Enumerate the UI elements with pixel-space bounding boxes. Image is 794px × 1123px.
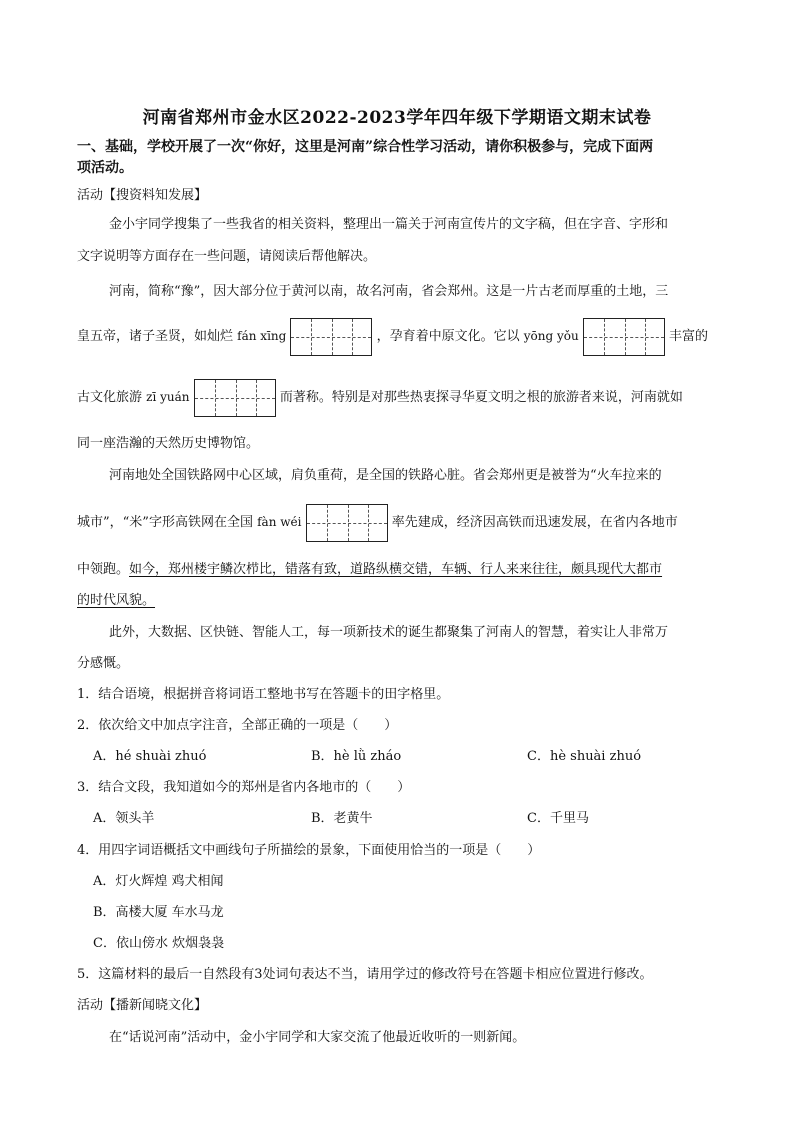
- p2-text-e: 而著称。特别是对那些热衷探寻华夏文明之根的旅游者来说，河南就如: [279, 390, 683, 405]
- pinyin-ziyuan: zī yuán: [146, 390, 190, 404]
- p2-text-d: 古文化旅游: [77, 390, 143, 405]
- question-2: 2．依次给文中加点字注音，全部正确的一项是（ ）: [77, 718, 398, 733]
- passage-p1-line2: 文字说明等方面存在一些问题，请阅读后帮他解决。: [77, 249, 377, 264]
- underlined-sentence-3: 的时代风貌。: [77, 593, 156, 608]
- passage-p4-line1: 此外，大数据、区快链、智能人工，每一项新技术的诞生都聚集了河南人的智慧，着实让人非常万: [109, 625, 669, 640]
- passage-p4-line2: 分感慨。: [77, 656, 130, 671]
- passage-p1-line1: 金小宇同学搜集了一些我省的相关资料，整理出一篇关于河南宣传片的文字稿，但在字音、字形和: [109, 217, 669, 232]
- passage-p3-line3: [77, 560, 745, 580]
- pinyin-yongyou: yōng yǒu: [523, 329, 579, 343]
- q2-option-c[interactable]: C．hè shuài zhuó: [527, 749, 642, 764]
- q3-option-a[interactable]: A．领头羊: [93, 811, 155, 826]
- underlined-sentence-1: 如今，郑州楼宇鳞次栉比，错落有致，: [129, 562, 351, 577]
- pinyin-fanxing: fán xīng: [237, 329, 287, 343]
- q3-option-b[interactable]: B．老黄牛: [311, 811, 373, 826]
- tianzige-box-4[interactable]: [306, 504, 388, 542]
- p2-text-c: 丰富的: [669, 329, 709, 344]
- passage-p3-line1: 河南地处全国铁路网中心区域，肩负重荷，是全国的铁路心脏。省会郑州更是被誉为“火车拉来的: [109, 468, 662, 483]
- q4-option-b[interactable]: B．高楼大厦 车水马龙: [93, 905, 224, 920]
- underlined-sentence-2: 道路纵横交错，车辆、行人来来往往，颇具现代大都市: [350, 562, 663, 577]
- question-4: 4．用四字词语概括文中画线句子所描绘的景象，下面使用恰当的一项是（ ）: [77, 843, 541, 858]
- passage-p2-line3: [77, 377, 745, 418]
- q4-option-c[interactable]: C．依山傍水 炊烟袅袅: [93, 936, 225, 951]
- p3-text-b: 率先建成，经济因高铁而迅速发展，在省内各地市: [391, 515, 678, 530]
- question-1: 1．结合语境，根据拼音将词语工整地书写在答题卡的田字格里。: [77, 687, 450, 702]
- q2-option-b[interactable]: B．hè lǜ zháo: [311, 749, 402, 764]
- tianzige-box-1[interactable]: [290, 318, 372, 356]
- closing-paragraph: 在“话说河南”活动中，金小宇同学和大家交流了他最近收听的一则新闻。: [109, 1030, 526, 1045]
- q4-option-a[interactable]: A．灯火辉煌 鸡犬相闻: [93, 874, 224, 889]
- p3-text-c: 中领跑。: [77, 562, 130, 577]
- passage-p2-line1: 河南，简称“豫”，因大部分位于黄河以南，故名河南，省会郑州。这是一片古老而厚重的土地，三: [109, 284, 669, 299]
- pinyin-fanwei: fàn wéi: [257, 515, 302, 529]
- q3-option-c[interactable]: C．千里马: [527, 811, 589, 826]
- q2-option-a[interactable]: A．hé shuài zhuó: [93, 749, 207, 764]
- tianzige-box-3[interactable]: [194, 379, 276, 417]
- activity1-label: 活动【搜资料知发展】: [77, 188, 208, 203]
- passage-p3-line2: [77, 502, 745, 543]
- tianzige-box-2[interactable]: [583, 318, 665, 356]
- question-3: 3．结合文段，我知道如今的郑州是省内各地市的（ ）: [77, 780, 411, 795]
- passage-p2-line4: 同一座浩瀚的天然历史博物馆。: [77, 436, 260, 451]
- passage-p3-line4: [77, 591, 745, 611]
- page-title: 河南省郑州市金水区2022-2023学年四年级下学期语文期末试卷: [142, 108, 652, 128]
- activity2-label: 活动【播新闻晓文化】: [77, 998, 208, 1013]
- passage-p2-line2: [77, 316, 745, 357]
- section-heading-line1: 一、基础，学校开展了一次“你好，这里是河南”综合性学习活动，请你积极参与，完成下面两: [77, 139, 654, 155]
- p3-text-a: 城市”，“米”字形高铁网在全国: [77, 515, 253, 530]
- question-5: 5．这篇材料的最后一自然段有3处词句表达不当，请用学过的修改符号在答题卡相应位置进行修改。: [77, 967, 653, 982]
- p2-text-a: 皇五帝，诸子圣贤，如灿烂: [77, 329, 234, 344]
- section-heading-line2: 项活动。: [77, 160, 133, 176]
- p2-text-b: ，孕育着中原文化。它以: [376, 329, 520, 344]
